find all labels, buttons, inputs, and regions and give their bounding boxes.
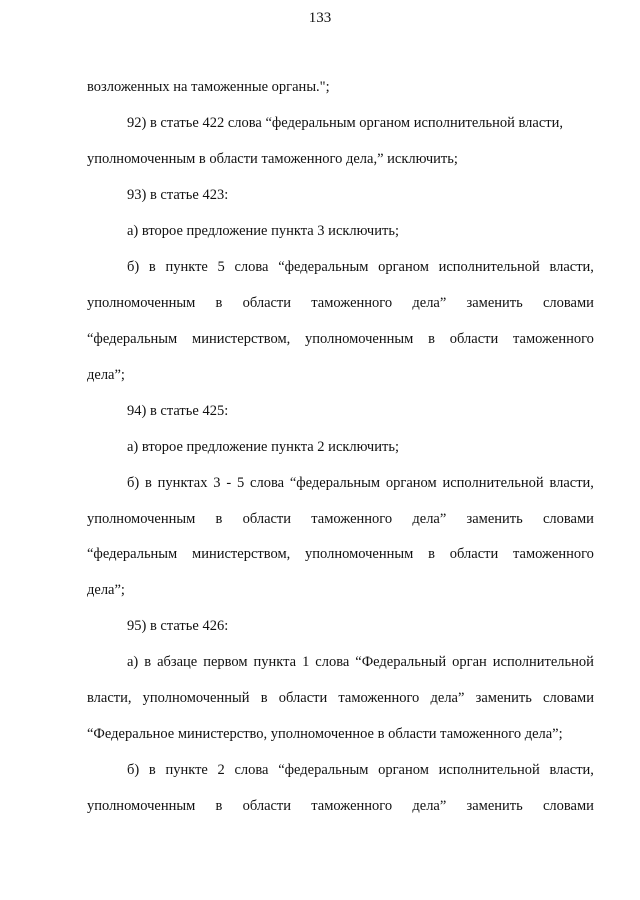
text-line-5: а) второе предложение пункта 3 исключить; (127, 223, 399, 239)
word: дела” (412, 295, 447, 311)
word: области (242, 798, 292, 814)
word: таможенного (513, 331, 594, 347)
text-line-17 (127, 653, 594, 671)
word: пунктах (157, 475, 208, 491)
word: слова (234, 259, 269, 275)
word: в (148, 762, 156, 778)
text-line-18 (87, 689, 594, 707)
word: таможенного (311, 798, 393, 814)
word: абзаце (157, 654, 198, 670)
word: заменить (475, 690, 532, 706)
word: уполномоченным (305, 331, 414, 347)
word: пункте (165, 259, 208, 275)
word: органом (378, 762, 429, 778)
word: словами (542, 295, 594, 311)
word: министерством, (192, 546, 291, 562)
word: в (144, 654, 152, 670)
text-line-14 (87, 545, 594, 563)
text-line-3: уполномоченным в области таможенного дела,” исключить; (87, 151, 458, 167)
word: области (449, 331, 499, 347)
text-line-9: дела”; (87, 367, 125, 383)
word: власти, (549, 259, 594, 275)
word: таможенного (311, 295, 393, 311)
word: 1 (302, 654, 310, 670)
word: пункта (253, 654, 297, 670)
word: уполномоченным (305, 546, 414, 562)
word: словами (542, 511, 594, 527)
page-number: 133 (308, 10, 332, 26)
text-line-6 (127, 258, 594, 276)
word: исполнительной (438, 762, 540, 778)
word: в (428, 546, 435, 562)
text-line-16: 95) в статье 426: (127, 618, 229, 634)
word: области (242, 295, 292, 311)
word: 5 (217, 259, 225, 275)
text-line-10: 94) в статье 425: (127, 403, 229, 419)
word: “федеральным (278, 762, 369, 778)
word: в (148, 259, 156, 275)
word: органом (385, 475, 437, 491)
word: в (428, 331, 435, 347)
word: дела” (412, 798, 447, 814)
word: дела” (430, 690, 465, 706)
text-line-13 (87, 510, 594, 528)
word: уполномоченным (87, 295, 196, 311)
text-line-19: “Федеральное министерство, уполномоченное в области таможенного дела”; (87, 726, 563, 742)
word: власти, (87, 690, 132, 706)
word: заменить (466, 511, 523, 527)
word: власти, (549, 762, 594, 778)
word: в (215, 511, 223, 527)
word: а) (127, 654, 139, 670)
word: в (215, 798, 223, 814)
word: исполнительной (438, 259, 540, 275)
word: 5 (236, 475, 245, 491)
word: слова (234, 762, 269, 778)
word: области (449, 546, 499, 562)
word: исполнительной (442, 475, 544, 491)
text-line-8 (87, 330, 594, 348)
word: уполномоченным (87, 511, 196, 527)
text-line-4: 93) в статье 423: (127, 187, 229, 203)
word: в (215, 295, 223, 311)
word: пункте (165, 762, 208, 778)
text-line-12 (127, 474, 594, 492)
word: министерством, (192, 331, 291, 347)
word: 2 (217, 762, 225, 778)
word: таможенного (513, 546, 594, 562)
word: дела” (412, 511, 447, 527)
word: органом (378, 259, 429, 275)
word: заменить (466, 798, 523, 814)
word: словами (543, 690, 594, 706)
text-line-7 (87, 294, 594, 312)
word: 3 (213, 475, 221, 491)
word: области (242, 511, 292, 527)
word: уполномоченным (87, 798, 196, 814)
word: заменить (466, 295, 523, 311)
text-line-11: а) второе предложение пункта 2 исключить; (127, 439, 399, 455)
word: б) (127, 259, 140, 275)
word: таможенного (311, 511, 393, 527)
text-line-1: возложенных на таможенные органы."; (87, 79, 330, 95)
word: орган (452, 654, 487, 670)
word: “федеральным (278, 259, 369, 275)
word: слова (315, 654, 350, 670)
word: - (226, 475, 232, 491)
word: “федеральным (87, 546, 178, 562)
text-line-2: 92) в статье 422 слова “федеральным органом исполнительной власти, (127, 115, 563, 131)
word: власти, (549, 475, 594, 491)
word: “федеральным (87, 331, 178, 347)
text-line-21 (87, 797, 594, 815)
word: словами (542, 798, 594, 814)
word: слова (250, 475, 285, 491)
word: б) (127, 475, 140, 491)
word: таможенного (338, 690, 420, 706)
word: первом (203, 654, 248, 670)
word: уполномоченный (142, 690, 250, 706)
word: б) (127, 762, 140, 778)
word: “федеральным (289, 475, 381, 491)
word: исполнительной (492, 654, 594, 670)
word: “Федеральный (355, 654, 447, 670)
word: в (145, 475, 152, 491)
text-line-15: дела”; (87, 582, 125, 598)
word: области (278, 690, 328, 706)
text-line-20 (127, 761, 594, 779)
word: в (260, 690, 268, 706)
